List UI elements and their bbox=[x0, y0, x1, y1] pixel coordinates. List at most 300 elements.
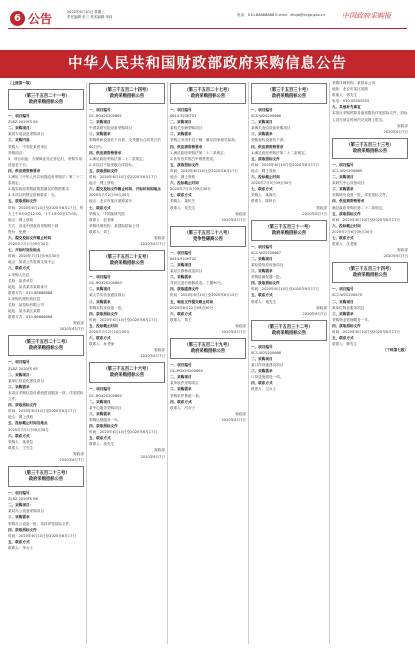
notice-text-line: 某所软件采购项目 bbox=[170, 381, 199, 386]
issue-date: 2020年6月10日 星期三 bbox=[67, 10, 105, 14]
notice-text-line: 时间：2020年6月10日至2020年6月15日 bbox=[170, 293, 238, 298]
notice-text-line: 0614-Y20HT02 bbox=[170, 256, 197, 261]
notice-section-heading: 二、采购项目： bbox=[8, 372, 34, 377]
notice-text-line: 某局办公设备采购项目 bbox=[8, 509, 44, 514]
notice-text-line: 对站点进行维修改造，工期90天。 bbox=[170, 281, 225, 286]
notice-text-line: GC-HGX20200663 bbox=[89, 281, 122, 286]
notice-title: 政府采购招标公告 bbox=[271, 330, 307, 336]
notice-text-line: 某海关查验设备采购项目 bbox=[251, 126, 291, 131]
page-number-badge: 6 bbox=[10, 11, 25, 26]
notice-text-line: 联系人：吴先生 bbox=[170, 205, 196, 210]
notice-text-line: 采购研究设备一批，详见招标文件。 bbox=[332, 193, 390, 198]
notice-section-heading: 三、采购需求 bbox=[170, 275, 192, 280]
notice-section-heading: 六、提交投标文件截止时间 bbox=[8, 235, 52, 240]
notice-text-line: 地点：网上获取 bbox=[8, 217, 34, 222]
notice-text-line: 2.落实政府采购政策需满足的资格要求； bbox=[8, 187, 73, 192]
notice-section-heading: 三、采购需求 bbox=[251, 132, 273, 137]
notice-text-line: 2020年7月1日09点30分 bbox=[8, 427, 49, 432]
notice-block bbox=[89, 362, 165, 459]
notice-text-line: 时间：2020年6月10日至2020年6月17日 bbox=[251, 287, 319, 292]
notice-section-heading: 五、获取招标文件 bbox=[332, 211, 361, 216]
notice-text-line: 联系人：卫女士 bbox=[251, 387, 277, 392]
notice-text-line: 某研究中心设备项目 bbox=[332, 181, 365, 186]
notice-heading-box bbox=[251, 320, 327, 341]
notice-section-heading: 四、获取招标文件 bbox=[8, 403, 37, 408]
column-4 bbox=[251, 80, 327, 646]
notice-text-line: 3、项目用途：为保障业务正常运行，采购专用设备若干台。 bbox=[8, 156, 83, 167]
contact-line: 电话：010-88888888 E-mail：zfcgb@ccgp.gov.cn bbox=[237, 13, 325, 17]
notice-section-heading: 五、获取招标文件 bbox=[251, 156, 280, 161]
notice-section-heading: 八、联系方式 bbox=[8, 266, 30, 271]
notice-text-line: 采购检测仪器一批。 bbox=[251, 275, 284, 280]
notice-text-line: 联系人：褚先生 bbox=[251, 299, 277, 304]
issue-editors: 责任编辑 张三 美术编辑 李四 bbox=[67, 15, 113, 19]
notice-block bbox=[170, 338, 246, 423]
notice-text-line: 名称：某招标有限公司 bbox=[8, 303, 44, 307]
column-2 bbox=[89, 80, 165, 646]
notice-text-line: 0C1-W20200670 bbox=[332, 293, 363, 298]
notice-text-line: ZLBZ-2020FS 66 bbox=[8, 497, 38, 502]
notice-title: 政府采购招标公告 bbox=[28, 100, 64, 106]
notice-text-line: 采购运维服务一年。 bbox=[89, 417, 122, 422]
notice-signature: 财政部 bbox=[73, 451, 84, 456]
notice-number: （第三千五百三十一号） bbox=[265, 224, 313, 230]
notice-text-line: 2020年7月6日09点30分 bbox=[332, 229, 373, 234]
notice-section-heading: 五、联系方式 bbox=[89, 436, 111, 441]
notice-text-line: 2.本项目不接受联合体投标。 bbox=[89, 162, 136, 167]
notice-section-heading: 一、项目编号 bbox=[89, 275, 111, 280]
announcement-columns bbox=[8, 80, 408, 646]
notice-section-heading: 六、投标截止时间 bbox=[170, 181, 199, 186]
notice-text-line: 地点：某省公共资源交易中心 bbox=[8, 260, 55, 265]
newspaper-logo: 中国政府采购报 bbox=[342, 12, 391, 20]
notice-text-line: GC-HGX20200664 bbox=[89, 393, 122, 398]
notice-heading-box bbox=[8, 89, 84, 110]
notice-title: 政府采购招标公告 bbox=[271, 94, 307, 99]
notice-text-line: 0614-Y20HT01 bbox=[170, 114, 197, 119]
notice-text-line: 时间：2020年6月10日至2020年6月17日 bbox=[8, 533, 76, 538]
notice-text-line: 电话：010-55555555 bbox=[332, 99, 370, 104]
notice-date: 2020年6月7日 bbox=[140, 242, 165, 247]
notice-text-line: 方式：登录中国政府采购网下载 bbox=[8, 223, 59, 228]
notice-text-line: 联系人：沈老师 bbox=[332, 242, 358, 247]
notice-section-heading: 二、采购项目 bbox=[170, 375, 192, 380]
notice-block bbox=[332, 262, 408, 347]
notice-section-heading: 九、其他补充事宜 bbox=[332, 105, 361, 110]
column-divider bbox=[329, 82, 330, 644]
notice-text-line: 2020年7月2日09点30分 bbox=[89, 193, 130, 198]
notice-title: 政府采购招标公告 bbox=[190, 94, 226, 99]
notice-text-line: 2.采购代理机构信息 bbox=[8, 296, 41, 301]
notice-section-heading: 五、响应文件提交截止时间 bbox=[170, 299, 214, 304]
notice-block bbox=[170, 226, 246, 335]
notice-section-heading: 二、采购项目 bbox=[251, 256, 273, 261]
notice-date: 2020年6月7日 bbox=[140, 454, 165, 459]
notice-text-line: 1.满足政府采购法第二十二条规定。 bbox=[251, 150, 309, 155]
notice-text-line: 联系人：蒋先生 bbox=[332, 93, 358, 98]
notice-text-line: 联系人：刘工 bbox=[89, 229, 111, 234]
notice-text-line: 1.满足政府采购法第二十二条规定； bbox=[89, 156, 147, 161]
notice-text-line: 某站点维修改造项目 bbox=[170, 269, 203, 274]
notice-text-line: 采购项目： bbox=[8, 150, 26, 155]
notice-text-line: 联系方式：010-66666666 bbox=[8, 315, 53, 320]
notice-number: （第三千五百三十四号） bbox=[346, 267, 394, 273]
notice-text-line: 满足政府采购法第二十二条规定。 bbox=[332, 205, 386, 210]
notice-title: 政府采购招标公告 bbox=[352, 273, 388, 279]
notice-text-line: 联系人：陈科长 bbox=[251, 199, 277, 204]
notice-text-line: 采购物业管理服务一年。 bbox=[332, 317, 372, 322]
notice-section-heading: 三、采购需求 bbox=[89, 132, 111, 137]
notice-section-heading: 二、采购项目： bbox=[8, 126, 34, 131]
notice-date: 2020年6月7日 bbox=[140, 354, 165, 359]
notice-section-heading: 一、项目编号 bbox=[251, 344, 273, 349]
notice-text-line: 采购公务用车若干辆，满足国家相关标准。 bbox=[170, 138, 239, 143]
notice-heading-box bbox=[332, 262, 408, 283]
notice-number: （第三千五百二十四号） bbox=[103, 88, 151, 93]
notice-heading-box bbox=[251, 83, 327, 104]
notice-text-line: 时间：2020年6月10日至2020年6月17日 bbox=[332, 330, 400, 334]
notice-section-heading: 四、供应商资格要求 bbox=[251, 144, 284, 149]
notice-text-line: 联系人：韩先生 bbox=[332, 342, 358, 347]
notice-section-heading: 四、获取招标文件 bbox=[332, 323, 361, 328]
notice-section-heading: 一、项目编号 bbox=[8, 114, 30, 119]
notice-section-heading: 一、项目编号 bbox=[332, 287, 354, 292]
masthead bbox=[0, 0, 415, 40]
notice-text-line: 时间：2020年6月10日至2020年6月17日 bbox=[8, 409, 76, 414]
notice-text-line: 时间：2020年6月10日至2020年6月17日 bbox=[332, 217, 400, 222]
notice-text-line: 某大学实验室建设项目 bbox=[89, 293, 125, 298]
notice-section-heading: 二、采购项目 bbox=[332, 299, 354, 304]
notice-heading-box bbox=[89, 250, 165, 271]
notice-text-line: 2020年7月1日09点30分 bbox=[8, 242, 49, 247]
notice-section-heading: 五、获取招标文件 bbox=[8, 199, 37, 204]
notice-text-line: ZLBZ-2020FS 64 bbox=[8, 120, 38, 125]
notice-text-line: 0C1-W20200667 bbox=[251, 250, 282, 255]
notice-section-heading: 三、采购需求 bbox=[89, 411, 111, 416]
notice-block bbox=[332, 138, 408, 260]
notice-section-heading: 五、获取招标文件 bbox=[170, 162, 199, 167]
notice-section-heading: 三、采购需求 bbox=[8, 515, 30, 520]
notice-date: 2020年6月7日 bbox=[383, 129, 408, 134]
notice-date: 2020年6月7日 bbox=[221, 417, 246, 422]
notice-title: 政府采购招标公告 bbox=[109, 261, 145, 267]
notice-text-line: 地点：网上获取 bbox=[8, 415, 34, 420]
notice-section-heading: 一、项目编号 bbox=[8, 491, 30, 496]
notice-text-line: 时间：2020年6月10日至2020年6月17日 bbox=[89, 317, 157, 322]
notice-section-heading: 二、采购项目： bbox=[8, 503, 34, 508]
notice-block bbox=[8, 335, 84, 463]
notice-section-heading: 七、联系方式 bbox=[89, 205, 111, 210]
notice-section-heading: 七、联系方式 bbox=[251, 187, 273, 192]
notice-heading-box bbox=[332, 138, 408, 159]
notice-title: 政府采购招标公告 bbox=[271, 230, 307, 236]
notice-text-line: 地址：某省某市某路某号 bbox=[8, 284, 48, 289]
notice-section-heading: 二、采购项目 bbox=[332, 175, 354, 180]
notice-number: （第三千五百二十七号） bbox=[184, 88, 232, 93]
notice-block bbox=[89, 250, 165, 359]
notice-section-heading: 六、联系方式 bbox=[8, 433, 30, 438]
notice-section-heading: 六、投标截止时间 bbox=[251, 175, 280, 180]
notice-signature: 财政部 bbox=[397, 248, 408, 253]
notice-section-heading: 一、项目编号 bbox=[170, 108, 192, 112]
notice-section-heading: 三、采购需求 bbox=[332, 187, 354, 192]
notice-section-heading: 七、联系方式 bbox=[332, 235, 354, 240]
notice-section-heading: 五、联系方式 bbox=[332, 336, 354, 341]
notice-number: （第三千五百三十三号） bbox=[346, 142, 394, 148]
page-banner-title: 中华人民共和国财政部政府采购信息公告 bbox=[0, 50, 415, 78]
notice-text-line: 0C1-W20200668 bbox=[251, 350, 282, 355]
notice-number: （第三千五百二十二号） bbox=[22, 340, 70, 346]
notice-text-line: 采购人：中国某研究院 bbox=[89, 211, 125, 216]
notice-text-line: 中国某研究院设备采购项目 bbox=[89, 126, 133, 131]
notice-section-heading: 四、获取招标文件 bbox=[89, 311, 118, 316]
notice-section-heading: 三、采购需求 bbox=[332, 311, 354, 316]
notice-block bbox=[8, 466, 84, 551]
notice-section-heading: 三、采购需求 bbox=[8, 384, 30, 389]
notice-signature: 财政部 bbox=[73, 321, 84, 326]
notice-section-heading: 四、获取招标文件 bbox=[89, 424, 118, 429]
notice-text-line: 名称：某省单位 bbox=[8, 278, 34, 283]
notice-section-heading: 六、投标截止时间 bbox=[332, 223, 361, 228]
notice-text-line: 某省专用设备采购项目 bbox=[8, 132, 44, 137]
notice-section-heading: 二、采购项目 bbox=[251, 120, 273, 125]
notice-text-line: 2.具有有效的汽车销售资质。 bbox=[170, 156, 217, 161]
notice-text-line: 采购查验设备若干套。 bbox=[251, 138, 287, 143]
notice-section-heading: 七、联系方式 bbox=[170, 193, 192, 198]
notice-section-heading: 一、项目编号 bbox=[8, 360, 30, 365]
notice-title: 政府采购招标公告 bbox=[352, 148, 388, 154]
notice-heading-box bbox=[251, 220, 327, 241]
notice-title: 政府采购招标公告 bbox=[190, 349, 226, 355]
notice-date: 2020年6月7日 bbox=[302, 211, 327, 216]
notice-text-line: 本项目采购信息化系统建设服务一项，详见招标文件。 bbox=[8, 390, 84, 402]
notice-date: 2020年6月7日 bbox=[221, 217, 246, 222]
notice-block bbox=[89, 83, 165, 247]
notice-section-heading: 二、采购项目 bbox=[89, 287, 111, 292]
continued-to-note: （下转第七版） bbox=[382, 348, 408, 353]
notice-section-heading: 二、采购项目 bbox=[251, 357, 273, 361]
section-title: 公告 bbox=[28, 12, 53, 26]
notice-number: （第三千五百二十一号） bbox=[22, 94, 70, 100]
notice-section-heading: 三、采购需求 bbox=[170, 132, 192, 137]
notice-text-line: 2020年7月3日09点30分 bbox=[251, 181, 292, 186]
notice-signature: 财政部 bbox=[397, 123, 408, 128]
notice-block bbox=[251, 320, 327, 393]
notice-signature: 财政部 bbox=[154, 235, 165, 240]
notice-number: （第三千五百二十九号） bbox=[184, 343, 232, 349]
notice-text-line: 某机关车辆采购项目 bbox=[170, 126, 203, 131]
notice-text-line: 地址：某市某区某路 bbox=[8, 309, 41, 314]
notice-block bbox=[8, 89, 84, 332]
notice-section-heading: 二、采购项目 bbox=[170, 120, 192, 125]
notice-section-heading: 一、项目编号 bbox=[170, 363, 192, 368]
issue-meta bbox=[67, 10, 147, 20]
notice-section-heading: 五、投标截止时间及地点 bbox=[8, 421, 48, 426]
notice-text-line: 采购人：某机关 bbox=[170, 199, 196, 204]
notice-number: （第三千五百三十号） bbox=[267, 88, 311, 93]
notice-text-line: 采购人：某单位 bbox=[8, 439, 34, 444]
notice-section-heading: 四、联系方式 bbox=[251, 381, 273, 386]
notice-text-line: 采购办公设备一批，具体详见招标文件。 bbox=[8, 521, 73, 526]
masthead-divider bbox=[8, 28, 407, 29]
column-divider bbox=[248, 82, 249, 644]
notice-text-line: 2020年7月2日14点00分 bbox=[89, 330, 130, 334]
notice-text-line: 0C1-W20200666 bbox=[251, 114, 282, 119]
notice-text-line: 联系人：赵老师 bbox=[89, 217, 115, 222]
notice-text-line: 时间：2020年6月10日至2020年6月17日 bbox=[251, 162, 319, 167]
notice-section-heading: 二、采购项目 bbox=[170, 262, 192, 267]
notice-text-line: 某检验检疫设备项目 bbox=[251, 262, 284, 267]
notice-number: （第三千五百三十二号） bbox=[265, 324, 313, 330]
notice-text-line: 联系人：周先生 bbox=[89, 442, 115, 447]
notice-signature: 财政部 bbox=[154, 348, 165, 353]
notice-signature: 财政部 bbox=[316, 305, 327, 310]
notice-heading-box bbox=[170, 83, 246, 104]
notice-section-heading: 二、采购项目 bbox=[89, 120, 111, 125]
notice-text-line: 地址：北京市某区某路 bbox=[332, 87, 368, 92]
column-divider bbox=[167, 82, 168, 644]
notice-text-line: 某口岸设施建设项目 bbox=[251, 363, 284, 368]
notice-text-line: GC-HGX20200662 bbox=[89, 114, 122, 119]
notice-signature: 财政部 bbox=[316, 205, 327, 210]
notice-block bbox=[251, 220, 327, 317]
notice-number: （第三千五百二十八号） bbox=[184, 230, 232, 236]
notice-number: （第三千五百二十六号） bbox=[103, 367, 151, 373]
column-5 bbox=[332, 80, 408, 646]
notice-text-line: 3.本项目的特定资格要求：无。 bbox=[8, 193, 59, 198]
notice-date: 2020年6月7日 bbox=[221, 330, 246, 334]
column-divider bbox=[86, 82, 87, 644]
notice-text-line: 地点：网上获取 bbox=[251, 168, 277, 173]
notice-text-line: 2020年6月22日09点30分 bbox=[170, 305, 214, 310]
notice-signature: 财政部 bbox=[235, 211, 246, 216]
notice-text-line: 1.采购人信息 bbox=[8, 272, 30, 277]
notice-section-heading: 三、采购需求 bbox=[170, 387, 192, 392]
notice-heading-box bbox=[8, 335, 84, 356]
notice-text-line: 某中心服务采购项目 bbox=[89, 405, 122, 410]
notice-section-heading: 一、项目编号 bbox=[89, 108, 111, 112]
notice-text-line: 联系人：王先生 bbox=[8, 445, 34, 450]
notice-section-heading: 六、提交投标文件截止时间、开标时间和地点 bbox=[89, 187, 161, 192]
notice-section-heading: 五、投标截止时间 bbox=[89, 323, 118, 328]
notice-section-heading: 一、项目编号 bbox=[89, 387, 111, 392]
notice-text-line: 联系人：孙老师 bbox=[89, 342, 115, 347]
notice-text-line: 时间：2020年6月10日至2020年6月17日，每天上午9:00至12:00，下午13:00至17:00。 bbox=[8, 205, 84, 216]
notice-text-line: 时间：2020年6月10日至2020年6月17日 bbox=[170, 168, 238, 173]
notice-title: 政府采购招标公告 bbox=[28, 346, 64, 352]
notice-number: （第三千五百二十三号） bbox=[22, 471, 70, 477]
notice-text-line: 时间：2020年7月1日09点30分 bbox=[8, 254, 60, 259]
notice-text-line: 采购人：中央驻某省单位 bbox=[8, 144, 48, 149]
notice-heading-box bbox=[8, 466, 84, 487]
notice-text-line: 地点：网上获取 bbox=[170, 175, 196, 180]
notice-section-heading: 三、采购需求 bbox=[251, 369, 273, 374]
notice-title: 政府采购招标公告 bbox=[28, 477, 64, 483]
notice-section-heading: 四、获取磋商文件 bbox=[170, 287, 199, 292]
notice-section-heading: 一、项目编号 bbox=[332, 162, 354, 167]
notice-text-line: 2020年7月3日09点30分 bbox=[170, 187, 211, 192]
notice-text-line: 口岸设施建设一项。 bbox=[251, 375, 284, 380]
notice-text-line: 联系人：冯女士 bbox=[170, 405, 196, 410]
notice-text-line: 联系人：郑工 bbox=[170, 317, 192, 322]
notice-section-heading: 四、联系方式 bbox=[170, 399, 192, 404]
notice-text-line: 1.满足政府采购法第二十二条规定； bbox=[170, 150, 228, 155]
notice-text-line: 0C1-W20200669 bbox=[332, 168, 363, 173]
notice-number: （第三千五百二十五号） bbox=[103, 255, 151, 261]
notice-section-heading: 五、联系方式 bbox=[251, 293, 273, 298]
notice-text-line: 联系人：李女士 bbox=[8, 545, 34, 550]
notice-text-line: 时间：2020年6月10日至2020年6月17日 bbox=[89, 430, 157, 435]
notice-text-line: 采购代理机构：某招标公司 bbox=[332, 81, 376, 85]
notice-text-line: 采购代理机构：某国际招标公司 bbox=[89, 223, 140, 228]
column-3 bbox=[170, 80, 246, 646]
notice-block bbox=[251, 83, 327, 217]
notice-section-heading: 一、项目编号 bbox=[251, 244, 273, 249]
notice-text-line: 采购科研设备若干台套，交货期为合同签订后60日内。 bbox=[89, 138, 161, 149]
column-1 bbox=[8, 80, 84, 646]
notice-section-heading: 四、供应商资格要求 bbox=[8, 168, 41, 173]
notice-text-line: 采购人：某海关 bbox=[251, 193, 277, 198]
notice-section-heading: 一、项目编号 bbox=[251, 108, 273, 112]
notice-section-heading: 五、联系方式 bbox=[8, 539, 30, 544]
notice-section-heading: 四、供应商资格要求 bbox=[332, 199, 365, 204]
notice-text-line: 某单位物业服务项目 bbox=[332, 305, 365, 310]
notice-signature: 财政部 bbox=[235, 411, 246, 416]
notice-section-heading: 六、联系方式 bbox=[89, 336, 111, 341]
notice-heading-box bbox=[170, 226, 246, 247]
notice-date: 2020年6月7日 bbox=[302, 311, 327, 316]
notice-section-heading: 六、联系方式 bbox=[170, 311, 192, 316]
notice-date: 2020年6月7日 bbox=[383, 254, 408, 259]
notice-section-heading: 四、获取招标文件 bbox=[251, 281, 280, 286]
notice-text-line: 售价：免费 bbox=[8, 229, 26, 234]
notice-section-heading: 四、供应商资格要求 bbox=[89, 150, 122, 155]
notice-text-line: GC-HGX20200665 bbox=[170, 369, 203, 374]
notice-section-heading: 三、采购需求 bbox=[89, 299, 111, 304]
notice-text-line: ZLBZ-2020FS 65 bbox=[8, 366, 38, 371]
notice-section-heading: 三、采购需求 bbox=[251, 269, 273, 274]
notice-heading-box bbox=[170, 338, 246, 359]
notice-section-heading: 二、采购项目 bbox=[89, 399, 111, 404]
notice-title: 竞争性磋商公告 bbox=[192, 236, 224, 242]
notice-text-line: 采购软件系统一套。 bbox=[170, 393, 203, 398]
continued-from-note: （上接第一版） bbox=[8, 81, 34, 85]
notice-date: 2020年6月7日 bbox=[59, 327, 84, 332]
notice-text-line: 采购实验室设备一批。 bbox=[89, 305, 125, 310]
notice-signature: 财政部 bbox=[154, 448, 165, 453]
notice-text-line: 联系方式：010-88888888 bbox=[8, 290, 53, 295]
notice-section-heading: 五、获取招标文件 bbox=[89, 168, 118, 173]
notice-text-line: 本项目采购预算及最高限价详见招标文件，投标人须在规定时间内完成网上报名。 bbox=[332, 111, 408, 122]
notice-text-line: 时间：2020年6月10日至2020年6月17日 bbox=[89, 175, 157, 180]
notice-signature: 财政部 bbox=[235, 323, 246, 328]
notice-block bbox=[332, 80, 408, 135]
notice-title: 政府采购招标公告 bbox=[109, 373, 145, 379]
notice-date: 2020年6月7日 bbox=[59, 457, 84, 462]
notice-section-heading: 一、项目编号 bbox=[170, 250, 192, 255]
notice-section-heading: 三、采购内容 bbox=[8, 138, 30, 143]
notice-text-line: 某单位信息化建设项目 bbox=[8, 378, 44, 383]
notice-text-line: 地点：北京市某区某路某号 bbox=[89, 199, 133, 204]
notice-title: 政府采购招标公告 bbox=[109, 94, 145, 99]
notice-text-line: 地点：网上获取 bbox=[89, 181, 115, 186]
notice-heading-box bbox=[89, 83, 165, 104]
notice-section-heading: 四、供应商资格要求 bbox=[170, 144, 203, 149]
notice-section-heading: 四、获取招标文件 bbox=[8, 527, 37, 532]
notice-section-heading: 七、开标时间及地点 bbox=[8, 248, 41, 253]
notice-heading-box bbox=[89, 362, 165, 383]
notice-block bbox=[170, 83, 246, 223]
